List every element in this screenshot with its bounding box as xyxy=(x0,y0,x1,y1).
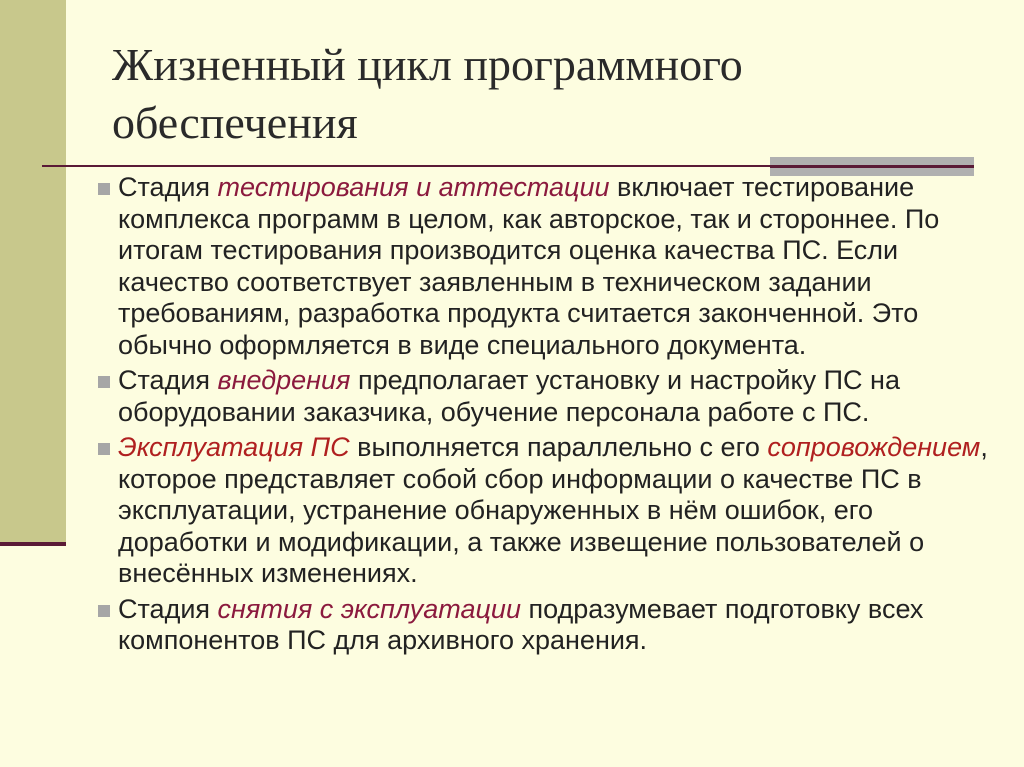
square-bullet-icon xyxy=(98,605,110,617)
square-bullet-icon xyxy=(98,376,110,388)
bullet-text: Эксплуатация ПС выполняется параллельно с его сопровождением, которое представляет собой сбор информации о качестве ПС в эксплуатации, устранение обнаруженных в нём ошибок, его доработки и модификации, а также извещение пользователей о внесённых изменениях. xyxy=(118,432,988,588)
highlight-term: тестирования и аттестации xyxy=(217,172,610,202)
bullet-item-testing xyxy=(98,172,998,361)
slide-title: Жизненный цикл программного обеспечения xyxy=(112,39,743,148)
highlight-term: снятия с эксплуатации xyxy=(217,593,521,624)
highlight-term: Эксплуатация ПС xyxy=(118,432,350,462)
left-bar-underline xyxy=(0,542,66,546)
bullet-item-operation xyxy=(98,432,998,590)
highlight-term: сопровождением xyxy=(767,432,981,462)
highlight-term: внедрения xyxy=(217,365,351,395)
bullet-text: Стадия снятия с эксплуатации подразумевает подготовку всех компонентов ПС для архивного хранения. xyxy=(118,593,924,655)
left-decorative-bar xyxy=(0,0,66,543)
bullet-text: Стадия внедрения предполагает установку и настройку ПС на оборудовании заказчика, обучение персонала работе с ПС. xyxy=(118,365,900,427)
bullet-item-implementation xyxy=(98,365,998,428)
square-bullet-icon xyxy=(98,183,110,195)
square-bullet-icon xyxy=(98,443,110,455)
title-divider-accent xyxy=(770,165,974,168)
bullet-item-decommission xyxy=(98,594,998,657)
bullet-text: Стадия тестирования и аттестации включает тестирование комплекса программ в целом, как авторское, так и стороннее. По итогам тестирования производится оценка качества ПС. Если качество соответствует заявленным в техническом задании требованиям, разработка продукта считается законченной. Это обычно оформляется в виде специального документа. xyxy=(118,172,940,360)
bullet-list xyxy=(98,172,998,661)
